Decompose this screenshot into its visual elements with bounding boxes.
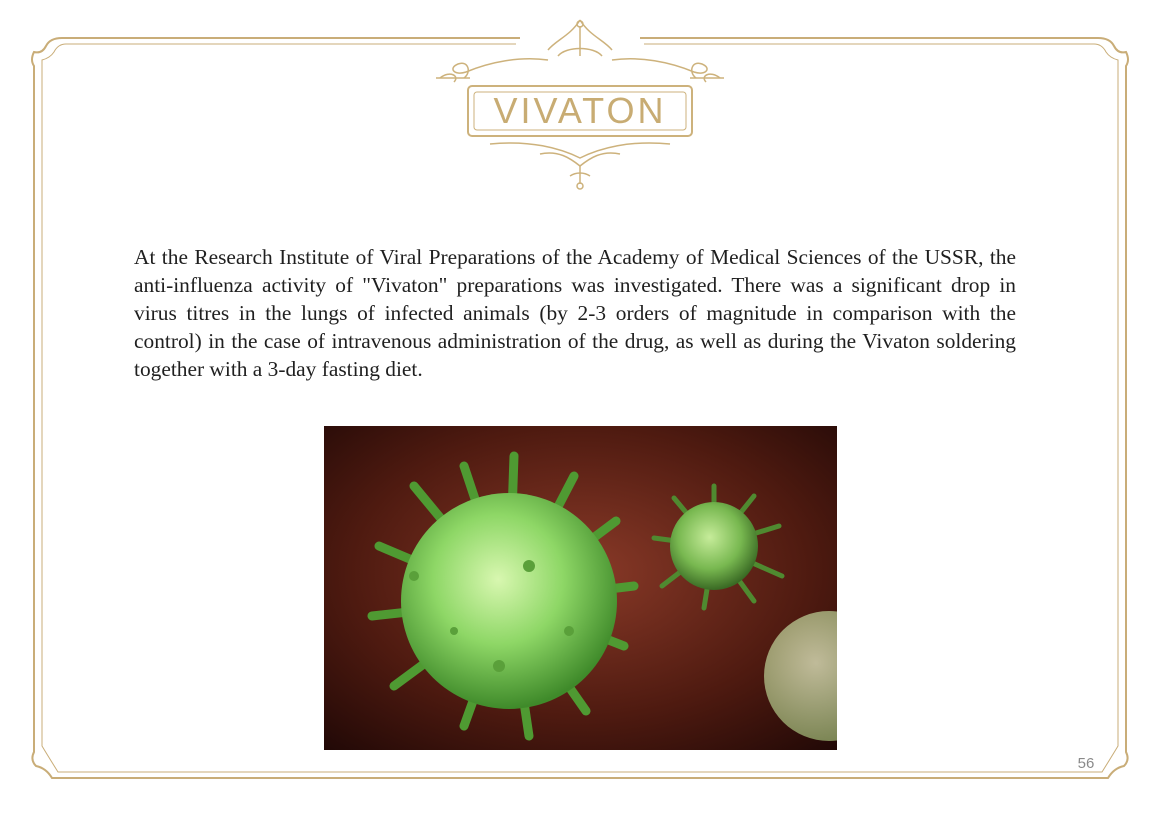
- body-paragraph: At the Research Institute of Viral Preparations of the Academy of Medical Sciences of the USSR, the anti-influenza activity of "Vivaton" preparations was investigated. There was a significant drop in virus titres in the lungs of infected animals (by 2-3 orders of magnitude in comparison with the control) in the case of intravenous administration of the drug, as well as during the Vivaton soldering together with a 3-day fasting diet.: [134, 245, 1016, 381]
- logo-wordmark: VIVATON: [493, 90, 667, 131]
- virus-illustration: [324, 426, 837, 750]
- page-number: 56: [1077, 755, 1095, 772]
